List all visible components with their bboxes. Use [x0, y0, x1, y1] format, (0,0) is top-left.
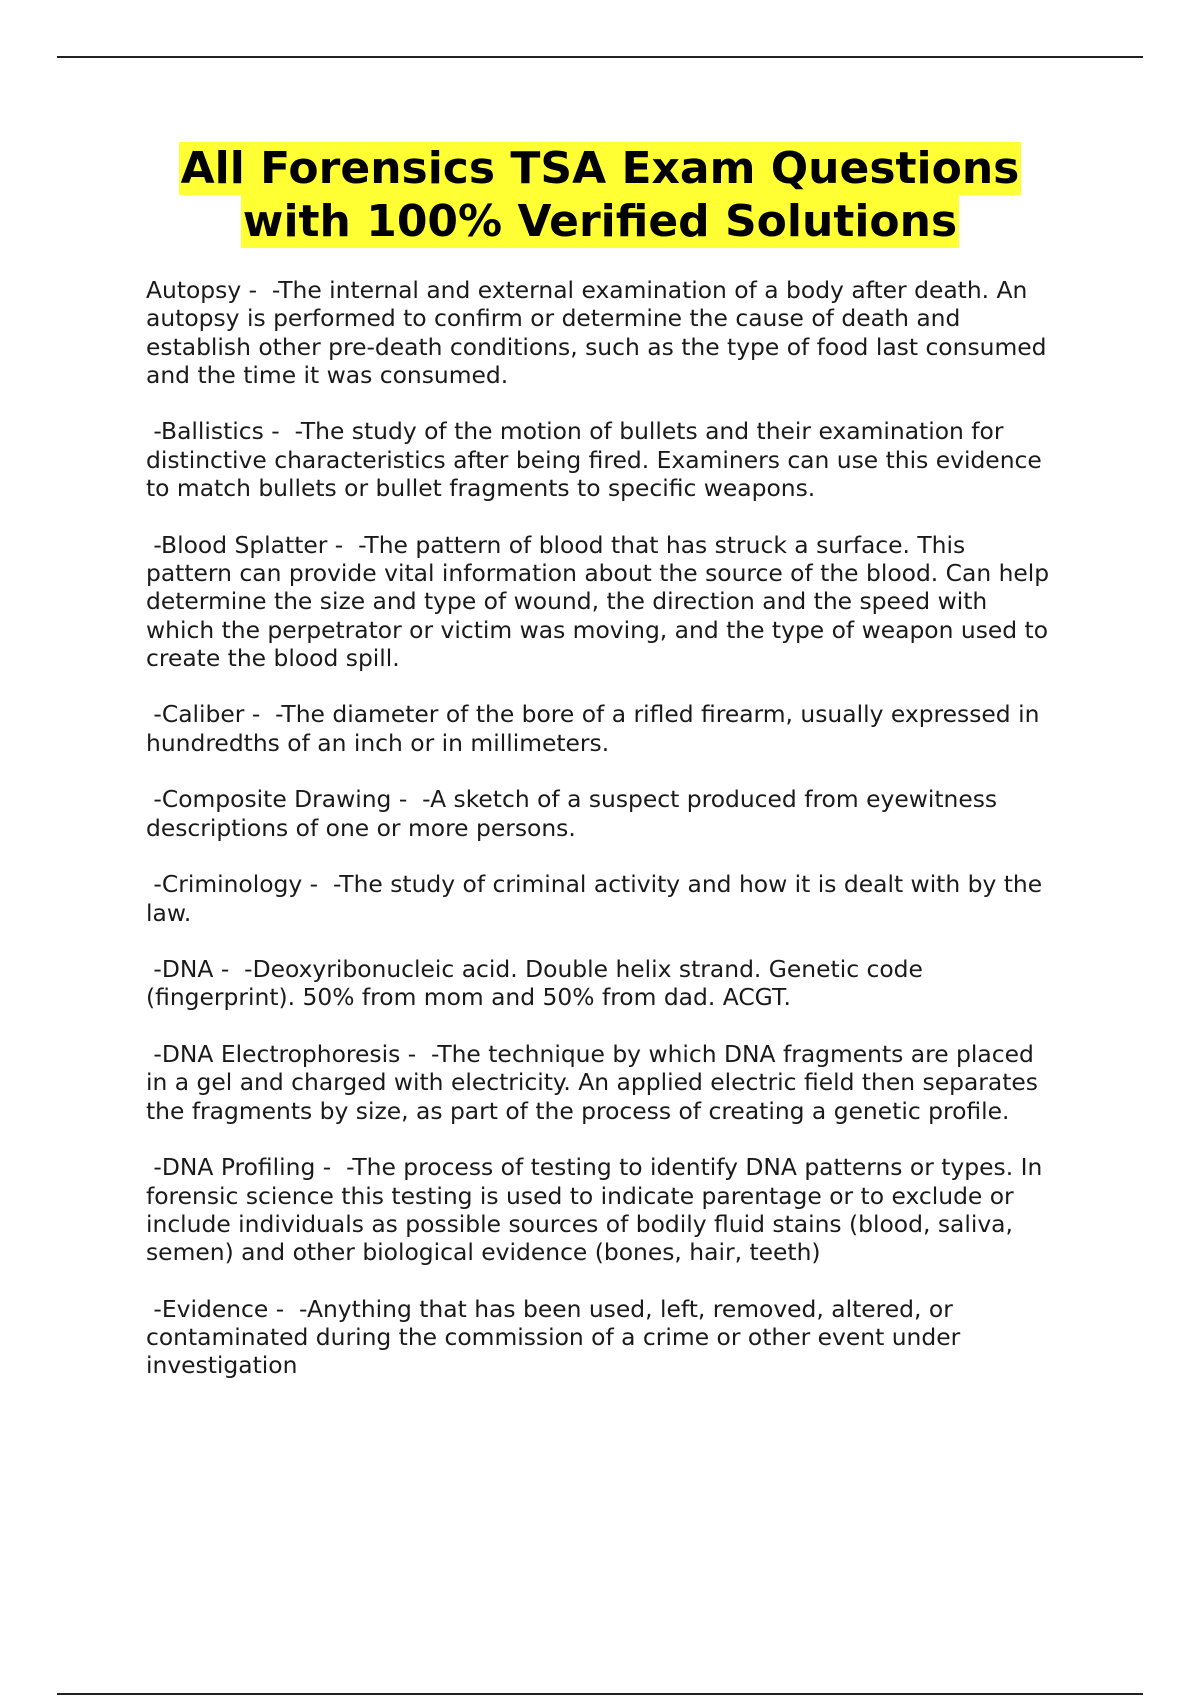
title-line-1: All Forensics TSA Exam Questions [180, 143, 1020, 194]
entry-text-line: which the perpetrator or victim was moving, and the type of weapon used to [146, 615, 1049, 644]
entry-text-line: distinctive characteristics after being fired. Examiners can use this evidence [146, 445, 1042, 474]
entry-text-line: and the time it was consumed. [146, 360, 509, 389]
glossary-entry [146, 955, 1086, 1012]
glossary-entry [146, 417, 1086, 502]
entry-text-line: in a gel and charged with electricity. An applied electric field then separates [146, 1068, 1038, 1097]
entry-text-line: create the blood spill. [146, 643, 400, 672]
entry-text-line: -Caliber - -The diameter of the bore of a rifled firearm, usually expressed in [146, 700, 1040, 729]
glossary-entries [146, 276, 1086, 1408]
entry-text-line: determine the size and type of wound, the direction and the speed with [146, 587, 988, 616]
entry-text-line: -Evidence - -Anything that has been used, left, removed, altered, or [146, 1294, 953, 1323]
entry-text-line: the fragments by size, as part of the process of creating a genetic profile. [146, 1096, 1010, 1125]
glossary-entry [146, 1295, 1086, 1380]
entry-text-line: include individuals as possible sources of bodily fluid stains (blood, saliva, [146, 1209, 1013, 1238]
entry-text-line: -Criminology - -The study of criminal activity and how it is dealt with by the [146, 870, 1043, 899]
document-title [0, 142, 1200, 248]
entry-text-line: (fingerprint). 50% from mom and 50% from dad. ACGT. [146, 983, 791, 1012]
entry-text-line: -Ballistics - -The study of the motion of bullets and their examination for [146, 417, 1004, 446]
entry-text-line: hundredths of an inch or in millimeters. [146, 728, 610, 757]
entry-text-line: Autopsy - -The internal and external examination of a body after death. An [146, 276, 1028, 304]
header-rule [57, 56, 1143, 58]
glossary-entry [146, 1153, 1086, 1266]
entry-text-line: -DNA - -Deoxyribonucleic acid. Double helix strand. Genetic code [146, 955, 923, 984]
entry-text-line: forensic science this testing is used to indicate parentage or to exclude or [146, 1181, 1014, 1210]
entry-text-line: contaminated during the commission of a crime or other event under [146, 1322, 961, 1351]
footer-rule [57, 1693, 1143, 1695]
entry-text-line: -DNA Profiling - -The process of testing to identify DNA patterns or types. In [146, 1153, 1043, 1182]
entry-text-line: -Composite Drawing - -A sketch of a suspect produced from eyewitness [146, 785, 998, 814]
entry-text-line: to match bullets or bullet fragments to specific weapons. [146, 474, 816, 503]
glossary-entry [146, 870, 1086, 927]
entry-text-line: semen) and other biological evidence (bones, hair, teeth) [146, 1238, 821, 1267]
entry-text-line: autopsy is performed to confirm or determine the cause of death and [146, 304, 961, 333]
glossary-entry [146, 531, 1086, 672]
entry-text-line: establish other pre-death conditions, such as the type of food last consumed [146, 332, 1047, 361]
entry-text-line: descriptions of one or more persons. [146, 813, 576, 842]
entry-text-line: pattern can provide vital information about the source of the blood. Can help [146, 558, 1050, 587]
entry-text-line: -DNA Electrophoresis - -The technique by which DNA fragments are placed [146, 1040, 1034, 1069]
entry-text-line: -Blood Splatter - -The pattern of blood that has struck a surface. This [146, 530, 966, 559]
glossary-entry [146, 700, 1086, 757]
title-line-2: with 100% Verified Solutions [242, 196, 958, 247]
glossary-entry [146, 276, 1086, 389]
entry-text-line: investigation [146, 1351, 298, 1380]
glossary-entry [146, 785, 1086, 842]
entry-text-line: law. [146, 898, 192, 927]
glossary-entry [146, 1040, 1086, 1125]
